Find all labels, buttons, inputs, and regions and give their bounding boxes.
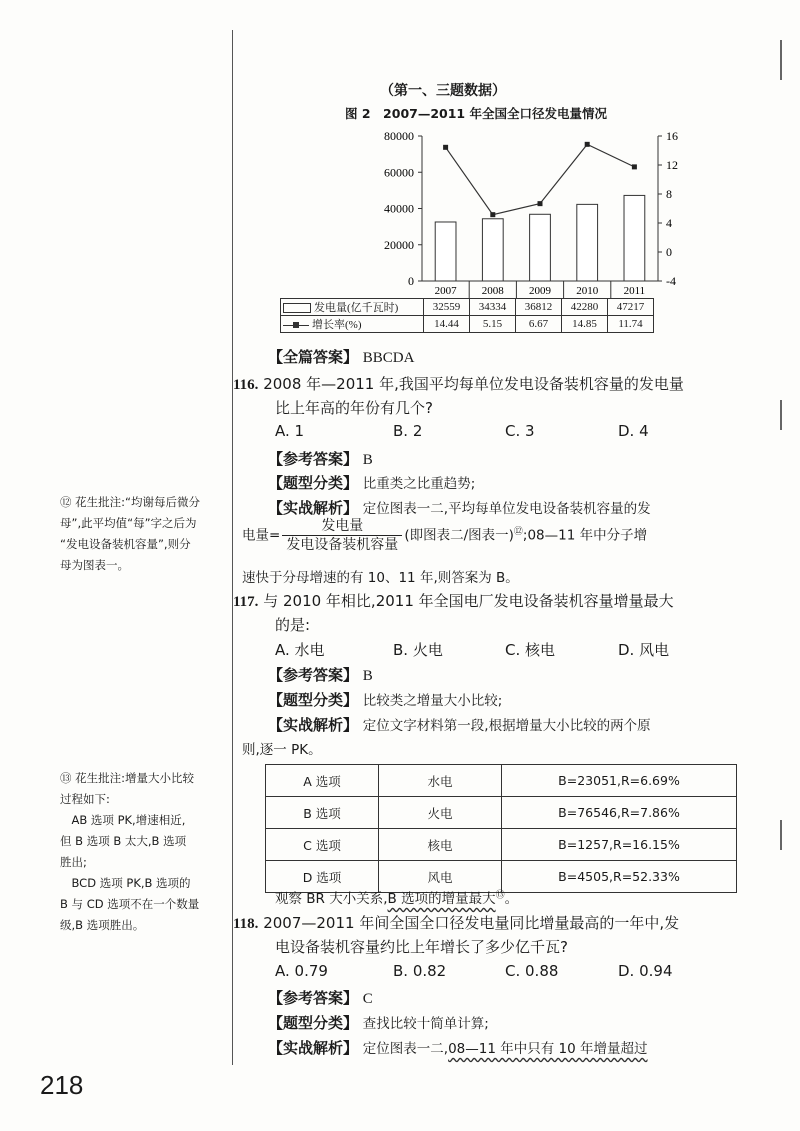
fraction: $\frac{\text{发电量}}{\text{发电设备装机容量}}$ [282, 517, 402, 554]
growth-point [538, 201, 543, 206]
option-a: A. 1 [275, 422, 305, 440]
category-label: 2008 [481, 285, 504, 297]
side-note-12: ⑫ 花生批注:“均谢每后微分 母”,此平均值“每”字之后为 “发电设备装机容量”,则分 母为图表一。 [60, 495, 200, 572]
growth-point [490, 212, 495, 217]
line-legend-icon [283, 325, 309, 326]
q117-answer: 【参考答案】 B [268, 666, 373, 684]
full-answer: 【全篇答案】 BBCDA [268, 348, 415, 366]
bar-value-cell: 47217 [608, 299, 654, 316]
table-row: A 选项 水电 B=23051,R=6.69% [266, 765, 737, 797]
bar-legend-icon [283, 303, 311, 313]
bar [482, 219, 503, 281]
right-tick-label: 8 [666, 187, 672, 201]
line-value-cell: 14.44 [424, 316, 470, 333]
table-row: B 选项 火电 B=76546,R=7.86% [266, 797, 737, 829]
option-b: B. 0.82 [393, 962, 447, 980]
bar [624, 195, 645, 281]
bar-value-cell: 42280 [562, 299, 608, 316]
q118-stem: 118. 2007—2011 年间全国全口径发电量同比增量最高的一年中,发 [233, 914, 680, 932]
option-a: A. 0.79 [275, 962, 328, 980]
note-marker: ⑫ [513, 527, 523, 537]
q117-type: 【题型分类】 比较类之增量大小比较; [268, 691, 503, 709]
figure-title: 图 2 2007—2011 年全国全口径发电量情况 [345, 106, 607, 121]
line-value-cell: 14.85 [562, 316, 608, 333]
q116-stem-line2: 比上年高的年份有几个? [275, 399, 433, 417]
page-edge-mark [780, 820, 782, 850]
q116-analysis: 【实战解析】 定位图表一二,平均每单位发电设备装机容量的发 [268, 499, 651, 517]
chart-data-table [280, 298, 654, 333]
bar-value-cell: 34334 [470, 299, 516, 316]
left-tick-label: 0 [408, 274, 414, 288]
right-tick-label: -4 [666, 274, 676, 288]
q117-stem-line2: 的是: [275, 616, 311, 634]
option-c: C. 3 [505, 422, 535, 440]
bar [577, 204, 598, 281]
q117-analysis: 【实战解析】 定位文字材料第一段,根据增量大小比较的两个原 [268, 716, 651, 734]
line-value-cell: 6.67 [516, 316, 562, 333]
q118-answer: 【参考答案】 C [268, 989, 373, 1007]
category-label: 2011 [623, 285, 646, 297]
right-tick-label: 16 [666, 129, 678, 143]
option-b: B. 2 [393, 422, 423, 440]
q116-answer: 【参考答案】 B [268, 450, 373, 468]
option-d: D. 4 [618, 422, 649, 440]
right-tick-label: 0 [666, 245, 672, 259]
bar-value-cell: 32559 [424, 299, 470, 316]
q118-analysis: 【实战解析】 定位图表一二,08—11 年中只有 10 年增量超过 [268, 1039, 648, 1057]
q117-stem: 117. 与 2010 年相比,2011 年全国电厂发电设备装机容量增量最大 [233, 592, 674, 610]
legend-line-cell: 增长率(%) [281, 316, 424, 333]
line-value-cell: 5.15 [470, 316, 516, 333]
option-d: D. 风电 [618, 641, 670, 659]
right-tick-label: 4 [666, 216, 672, 230]
q116-type: 【题型分类】 比重类之比重趋势; [268, 474, 476, 492]
table-row [281, 316, 654, 333]
comparison-table [265, 764, 737, 893]
table-row: C 选项 核电 B=1257,R=16.15% [266, 829, 737, 861]
figure-heading: （第一、三题数据） [380, 83, 506, 99]
q116-analysis-line3: 速快于分母增速的有 10、11 年,则答案为 B。 [242, 570, 519, 586]
growth-point [632, 164, 637, 169]
option-c: C. 核电 [505, 641, 556, 659]
option-a: A. 水电 [275, 641, 325, 659]
category-label: 2007 [434, 285, 457, 297]
category-label: 2009 [529, 285, 551, 297]
bar-value-cell: 36812 [516, 299, 562, 316]
option-d: D. 0.94 [618, 962, 673, 980]
table-row: D 选项 风电 B=4505,R=52.33% [266, 861, 737, 893]
left-tick-label: 80000 [384, 129, 414, 143]
q117-analysis-line2: 则,逐一 PK。 [242, 742, 322, 758]
left-tick-label: 40000 [384, 201, 414, 216]
q116-stem: 116. 2008 年—2011 年,我国平均每单位发电设备装机容量的发电量 [233, 375, 684, 393]
power-generation-chart [0, 0, 800, 300]
right-tick-label: 12 [666, 158, 678, 172]
q118-type: 【题型分类】 查找比较十简单计算; [268, 1014, 489, 1032]
table-row [281, 299, 654, 316]
bar [435, 222, 456, 281]
q118-stem-line2: 电设备装机容量约比上年增长了多少亿千瓦? [275, 938, 568, 956]
page-number: 218 [40, 1070, 84, 1100]
side-note-13: ⑬ 花生批注:增量大小比较 过程如下: AB 选项 PK,增速相近, 但 B 选项 B 太大,B 选项 胜出; BCD 选项 PK,B 选项的 B 与 CD 选项不在一个数量 级,B 选项胜出。 [60, 771, 200, 932]
bar [530, 214, 551, 281]
left-tick-label: 60000 [384, 165, 414, 180]
page-edge-mark [780, 400, 782, 430]
note-marker: ⑬ [495, 890, 505, 901]
left-tick-label: 20000 [384, 237, 414, 252]
q116-analysis-formula: 电量= $\frac{\text{发电量}}{\text{发电设备装机容量}}$ (即图表二/图表一)⑫;08—11 年中分子增 [242, 518, 648, 553]
category-label: 2010 [576, 285, 599, 297]
growth-point [585, 142, 590, 147]
option-b: B. 火电 [393, 641, 443, 659]
option-c: C. 0.88 [505, 962, 559, 980]
legend-bar-cell: 发电量(亿千瓦时) [281, 299, 424, 316]
growth-point [443, 145, 448, 150]
q117-conclusion: 观察 BR 大小关系,B 选项的增量最大⑬。 [275, 890, 519, 907]
line-value-cell: 11.74 [608, 316, 654, 333]
